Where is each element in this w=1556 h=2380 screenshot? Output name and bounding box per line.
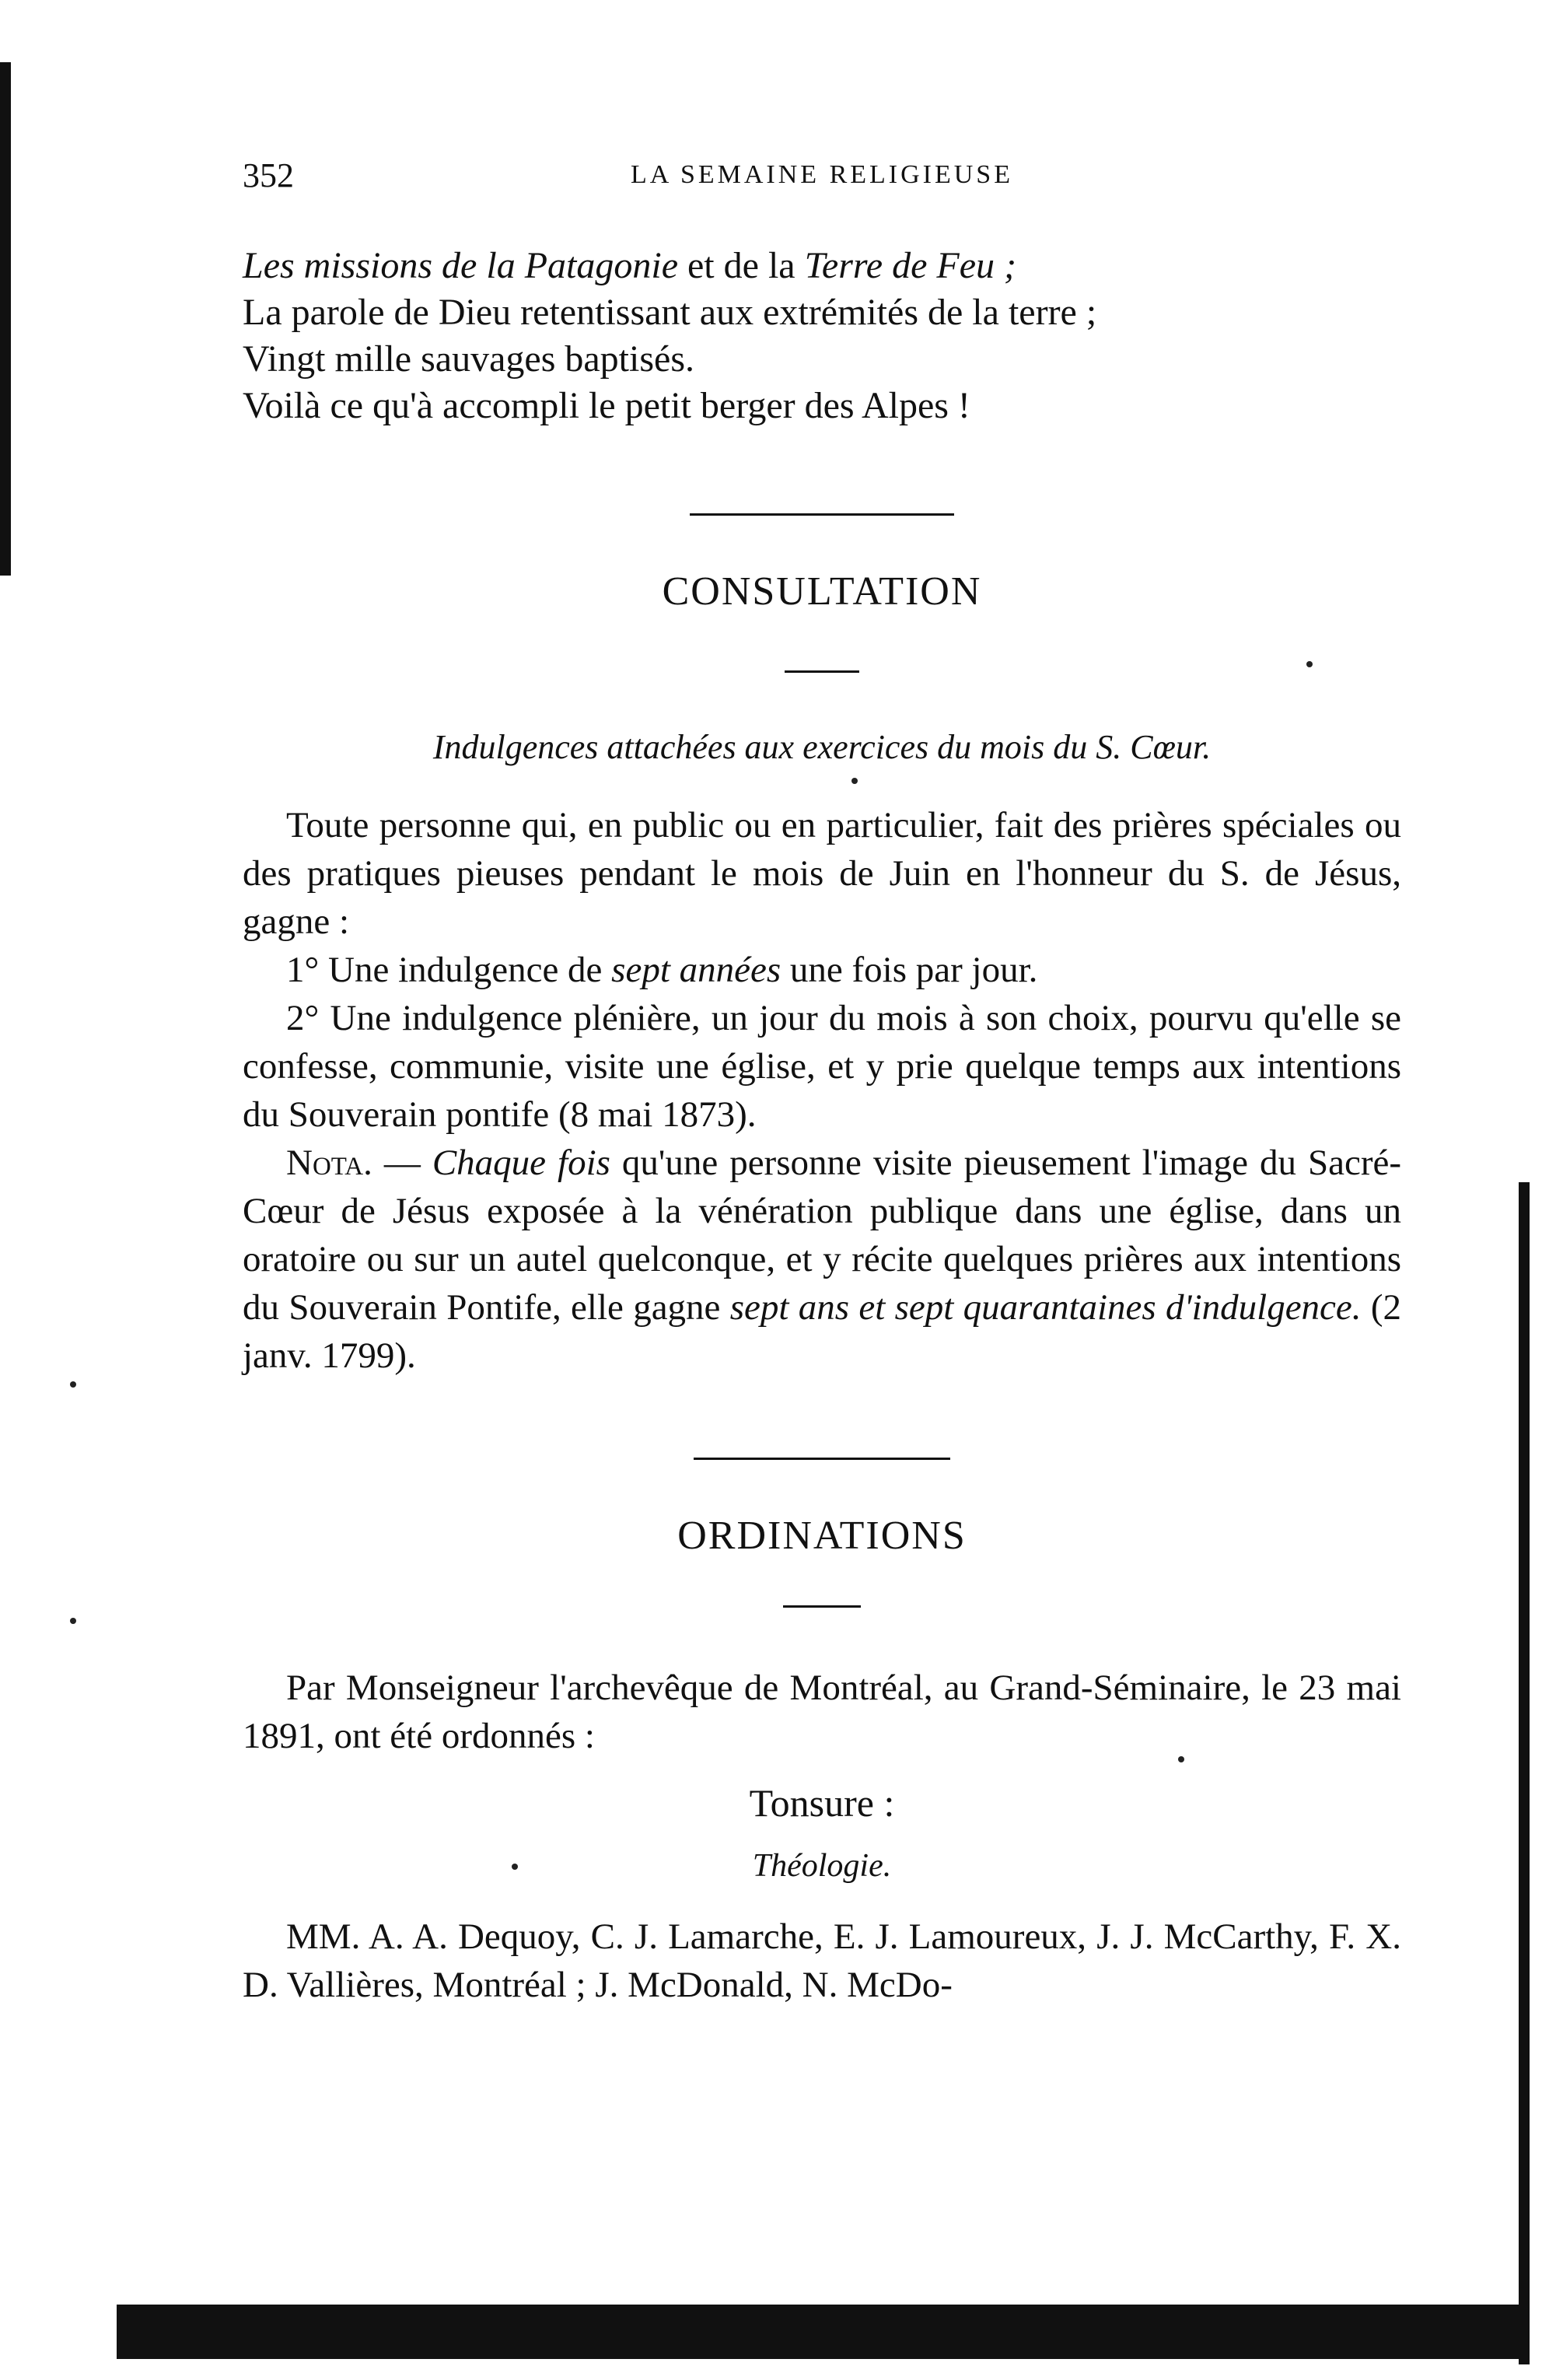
nota-text: qu'une personne visite pieusement l'image du Sacré-Cœur de Jésus exposée à la vénération publique dans une église, dans un oratoire ou sur un autel quelconque, et y récite quelques prières aux intentions du Souverain Pontife, elle gagne bbox=[243, 1143, 1401, 1328]
scan-speck bbox=[70, 1381, 76, 1388]
scan-edge-right bbox=[1519, 1182, 1530, 2364]
running-head bbox=[243, 156, 1401, 210]
poem-text: et de la bbox=[678, 245, 805, 286]
ordinations-intro: Par Monseigneur l'archevêque de Montréal, au Grand-Séminaire, le 23 mai 1891, ont été ordonnés : bbox=[243, 1668, 1401, 1756]
item-number: 2° bbox=[286, 998, 320, 1038]
poem-line: Voilà ce qu'à accompli le petit berger des Alpes ! bbox=[243, 385, 970, 426]
nota-label: Nota. bbox=[286, 1143, 372, 1183]
consultation-item-2 bbox=[243, 994, 1401, 1139]
scan-speck bbox=[70, 1618, 76, 1624]
nota-dash: — bbox=[372, 1143, 432, 1183]
item-number: 1° bbox=[286, 950, 320, 990]
consultation-heading: CONSULTATION bbox=[662, 569, 982, 614]
poem-italic: Terre de Feu ; bbox=[804, 245, 1016, 286]
theologie-subheading: Théologie. bbox=[752, 1848, 892, 1884]
scan-edge-bottom bbox=[117, 2305, 1530, 2359]
nota-italic: sept ans et sept quarantaines d'indulgence. bbox=[729, 1287, 1362, 1328]
running-title: LA SEMAINE RELIGIEUSE bbox=[631, 160, 1013, 189]
short-rule bbox=[783, 1605, 861, 1608]
poem bbox=[243, 243, 1401, 429]
item-text: Une indulgence de bbox=[319, 950, 612, 990]
item-italic: sept années bbox=[611, 950, 781, 990]
consultation-nota bbox=[243, 1139, 1401, 1380]
consultation-intro: Toute personne qui, en public ou en particulier, fait des prières spéciales ou des pratiques pieuses pendant le mois de Juin en l'honneur du S. de Jésus, gagne : bbox=[243, 805, 1401, 942]
item-text: Une indulgence plénière, un jour du mois à son choix, pourvu qu'elle se confesse, communie, visite une église, et y prie quelque temps aux intentions du Souverain pontife (8 mai 1873). bbox=[243, 998, 1401, 1135]
poem-line: La parole de Dieu retentissant aux extrémités de la terre ; bbox=[243, 292, 1097, 333]
nota-text: (2 janv. 1799). bbox=[243, 1287, 1402, 1376]
item-text: une fois par jour. bbox=[781, 950, 1038, 990]
tonsure-heading: Tonsure : bbox=[749, 1781, 895, 1825]
short-rule bbox=[785, 670, 859, 673]
scan-edge-left bbox=[0, 62, 11, 576]
section-rule bbox=[694, 1458, 950, 1460]
page-number: 352 bbox=[243, 156, 294, 194]
consultation-subtitle: Indulgences attachées aux exercices du mois du S. Cœur. bbox=[432, 728, 1212, 766]
poem-line: Vingt mille sauvages baptisés. bbox=[243, 338, 695, 380]
ordinands-list: MM. A. A. Dequoy, C. J. Lamarche, E. J. Lamoureux, J. J. McCarthy, F. X. D. Vallières, Montréal ; J. McDonald, N. McDo- bbox=[243, 1916, 1401, 2005]
page bbox=[243, 156, 1401, 2009]
ordinations-heading: ORDINATIONS bbox=[677, 1514, 967, 1558]
section-rule bbox=[690, 513, 954, 516]
poem-italic: Les missions de la Patagonie bbox=[243, 245, 678, 286]
consultation-item-1 bbox=[243, 946, 1401, 994]
poem-line bbox=[243, 243, 1401, 289]
nota-italic: Chaque fois bbox=[432, 1143, 610, 1183]
